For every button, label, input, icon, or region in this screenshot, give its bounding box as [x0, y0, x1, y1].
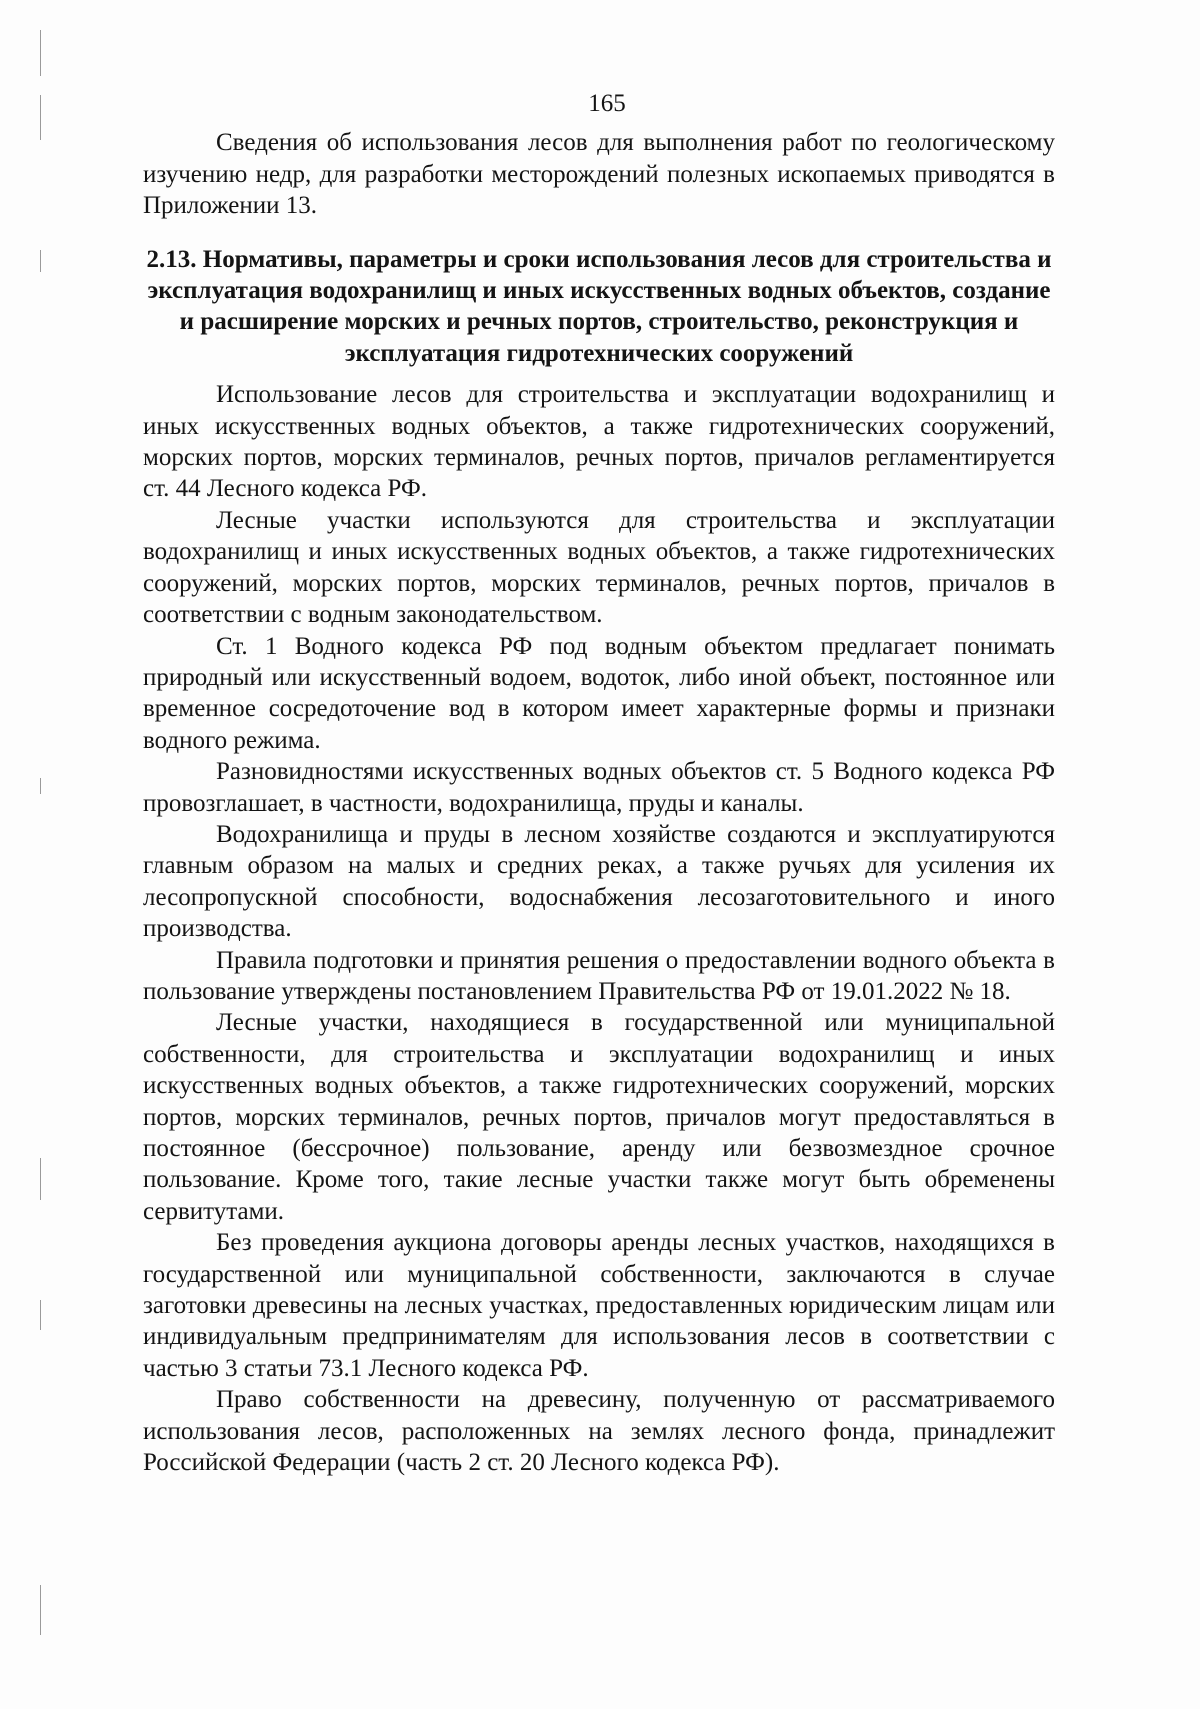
body-paragraph: Использование лесов для строительства и эксплуатации водохранилищ и иных искусственных водных объектов, а также гидротехнических сооружений, морских портов, морских терминалов, речных портов, причалов регламентируется ст. 44 Лесного кодекса РФ.	[143, 381, 1055, 503]
scan-artifact	[40, 1300, 41, 1330]
scan-artifact	[40, 778, 41, 794]
body-paragraph: Разновидностями искусственных водных объектов ст. 5 Водного кодекса РФ провозглашает, в частности, водохранилища, пруды и каналы.	[143, 758, 1055, 817]
scan-artifact	[40, 30, 41, 76]
body-paragraph: Лесные участки используются для строительства и эксплуатации водохранилищ и иных искусственных водных объектов, а также гидротехнических сооружений, морских портов, морских терминалов, речных портов, причалов в соответствии с водным законодательством.	[143, 506, 1055, 629]
body-paragraph: Водохранилища и пруды в лесном хозяйстве создаются и эксплуатируются главным образом на малых и средних реках, а также ручьях для усиления их лесопропускной способности, водоснабжения лесозаготовительного и иного производства.	[143, 820, 1055, 943]
intro-paragraph: Сведения об использования лесов для выполнения работ по геологическому изучению недр, для разработки месторождений полезных ископаемых приводятся в Приложении 13.	[143, 129, 1055, 220]
page-content	[143, 88, 1055, 1478]
scan-artifact	[40, 1158, 41, 1200]
body-paragraph: Ст. 1 Водного кодекса РФ под водным объектом предлагает понимать природный или искусственный водоем, водоток, либо иной объект, постоянное или временное сосредоточение вод в котором имеет характерные формы и признаки водного режима.	[143, 632, 1055, 754]
scan-artifact	[40, 250, 41, 272]
scan-artifact	[40, 1585, 41, 1635]
body-paragraph: Без проведения аукциона договоры аренды лесных участков, находящихся в государственной или муниципальной собственности, заключаются в случае заготовки древесины на лесных участках, предоставленных юридическим лицам или индивидуальным предпринимателям для использования лесов в соответствии с частью 3 статьи 73.1 Лесного кодекса РФ.	[143, 1229, 1055, 1382]
section-heading: 2.13. Нормативы, параметры и сроки использования лесов для строительства и эксплуатация водохранилищ и иных искусственных водных объектов, создание и расширение морских и речных портов, строительство, реконструкция и эксплуатация гидротехнических сооружений	[146, 245, 1052, 367]
page-number: 165	[588, 90, 626, 117]
scan-artifact	[40, 95, 41, 140]
body-paragraph: Лесные участки, находящиеся в государственной или муниципальной собственности, для строительства и эксплуатации водохранилищ и иных искусственных водных объектов, а также гидротехнических сооружений, морских портов, морских терминалов, речных портов, причалов могут предоставляться в постоянное (бессрочное) пользование, аренду или безвозмездное срочное пользование. Кроме того, такие лесные участки также могут быть обременены сервитутами.	[143, 1009, 1055, 1225]
body-paragraph: Правила подготовки и принятия решения о предоставлении водного объекта в пользование утверждены постановлением Правительства РФ от 19.01.2022 № 18.	[143, 946, 1055, 1005]
body-paragraph: Право собственности на древесину, полученную от рассматриваемого использования лесов, расположенных на землях лесного фонда, принадлежит Российской Федерации (часть 2 ст. 20 Лесного кодекса РФ).	[143, 1386, 1055, 1477]
